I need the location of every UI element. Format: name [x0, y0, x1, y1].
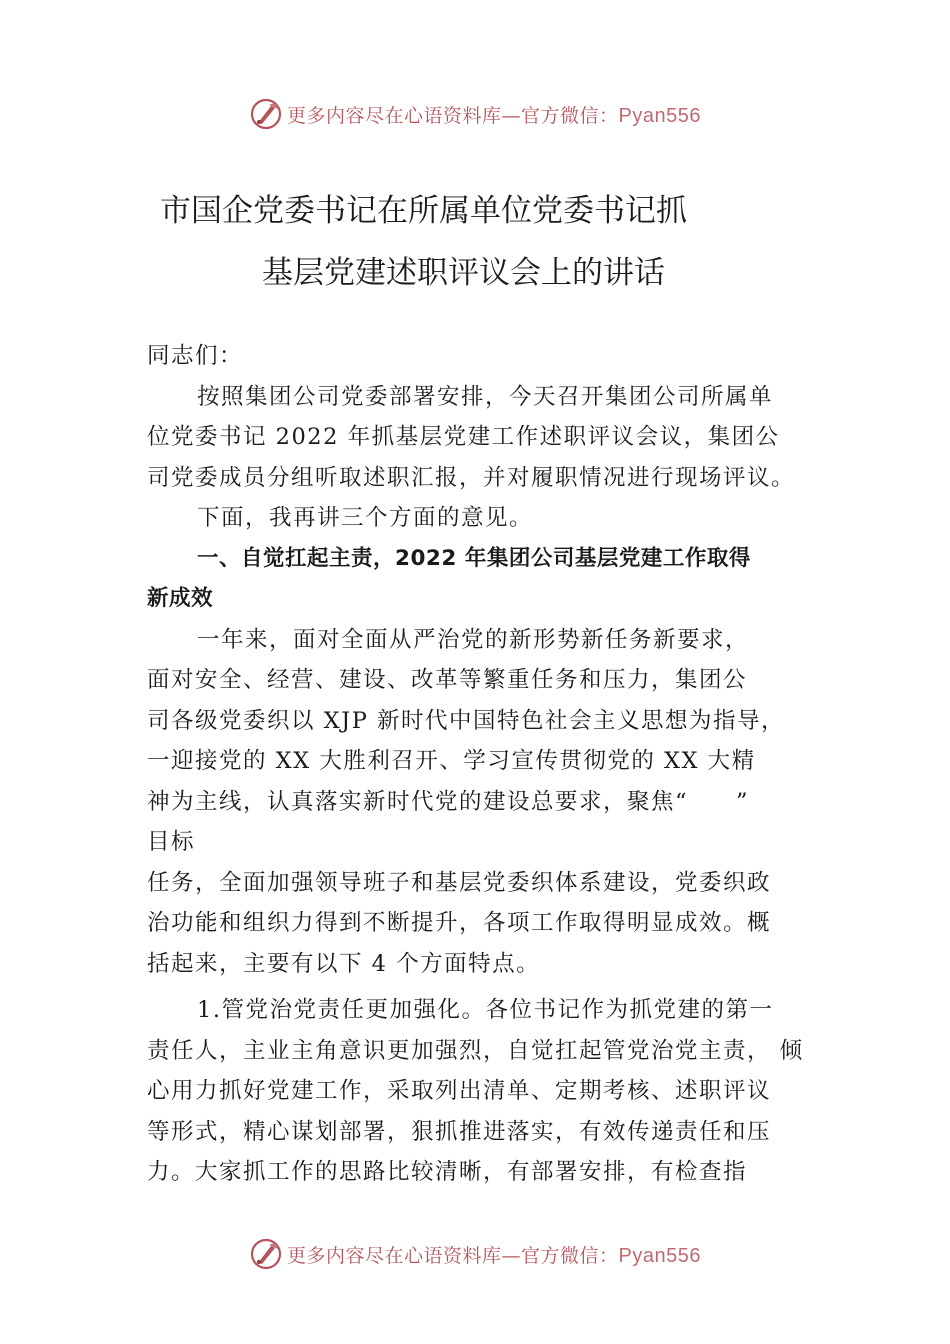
- paragraph-line: 神为主线，认真落实新时代党的建设总要求，聚焦“ ”: [147, 788, 750, 815]
- document-title-line-2: 基层党建述职评议会上的讲话: [262, 255, 665, 291]
- paragraph-line: 等形式，精心谋划部署，狠抓推进落实，有效传递责任和压: [147, 1118, 772, 1145]
- paragraph-line: 责任人，主业主角意识更加强烈，自觉扛起管党治党主责， 倾: [147, 1037, 804, 1064]
- paragraph-line: 力。大家抓工作的思路比较清晰，有部署安排，有检查指: [147, 1159, 748, 1185]
- paragraph-line: 任务，全面加强领导班子和基层党委织体系建设，党委织政: [147, 869, 772, 896]
- document-title-line-1: 市国企党委书记在所属单位党委书记抓: [160, 193, 687, 229]
- footer-watermark: [0, 1234, 950, 1274]
- watermark-text: [287, 101, 701, 128]
- paragraph-line: 司各级党委织以 XJP 新时代中国特色社会主义思想为指导，: [147, 707, 785, 734]
- paragraph-line: 目标: [147, 829, 196, 855]
- paragraph-line: 一年来，面对全面从严治党的新形势新任务新要求，: [197, 626, 750, 653]
- paragraph-line: 司党委成员分组听取述职汇报，并对履职情况进行现场评议。: [147, 464, 796, 491]
- watermark-text: [287, 1241, 701, 1268]
- watermark-label: 更多内容尽在心语资料库—官方微信：: [287, 104, 619, 127]
- paragraph-line: 按照集团公司党委部署安排，今天召开集团公司所属单: [197, 383, 774, 410]
- watermark-label: 更多内容尽在心语资料库—官方微信：: [287, 1244, 619, 1267]
- paragraph-line: 心用力抓好党建工作，采取列出清单、定期考核、述职评议: [147, 1078, 772, 1104]
- header-watermark: [0, 94, 950, 134]
- paragraph-line: 治功能和组织力得到不断提升，各项工作取得明显成效。概: [147, 910, 772, 936]
- quill-pen-logo-icon: [249, 1237, 283, 1271]
- quill-pen-logo-icon: [249, 97, 283, 131]
- wechat-id: Pyan556: [618, 104, 701, 127]
- document-body: [147, 336, 807, 1193]
- paragraph-line: 下面，我再讲三个方面的意见。: [197, 505, 534, 531]
- paragraph-line: 面对安全、经营、建设、改革等繁重任务和压力，集团公: [147, 667, 748, 693]
- paragraph-line: 一迎接党的 XX 大胜利召开、学习宣传贯彻党的 XX 大精: [147, 748, 756, 774]
- paragraph-line: 1.管党治党责任更加强化。各位书记作为抓党建的第一: [197, 997, 774, 1023]
- section-heading: 新成效: [147, 586, 214, 611]
- wechat-id: Pyan556: [618, 1244, 701, 1267]
- paragraph-line: 位党委书记 2022 年抓基层党建工作述职评议会议，集团公: [147, 424, 780, 450]
- salutation: 同志们：: [147, 343, 244, 369]
- section-heading: 一、自觉扛起主责，2022 年集团公司基层党建工作取得: [197, 545, 751, 571]
- paragraph-line: 括起来，主要有以下 4 个方面特点。: [147, 950, 541, 977]
